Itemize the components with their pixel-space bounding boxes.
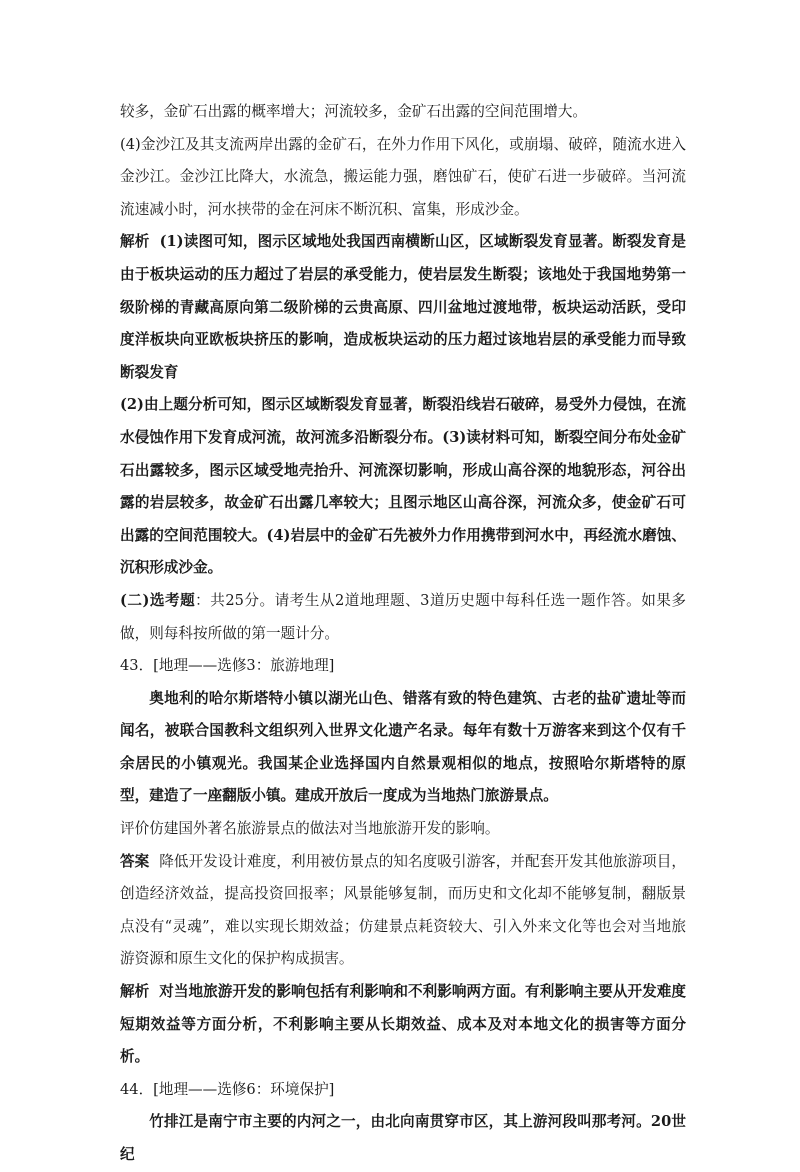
- q43-analysis: [120, 976, 686, 1074]
- q43-analysis-text: 对当地旅游开发的影响包括有利影响和不利影响两方面。有利影响主要从开发难度短期效益等方面分析，不利影响主要从长期效益、成本及对本地文化的损害等方面分析。: [120, 983, 686, 1066]
- q43-question: 评价仿建国外著名旅游景点的做法对当地旅游开发的影响。: [120, 820, 500, 838]
- q42-analysis-text: (1)读图可知，图示区域地处我国西南横断山区，区域断裂发育显著。断裂发育是由于板块运动的压力超过了岩层的承受能力，使岩层发生断裂；该地处于我国地势第一级阶梯的青藏高原向第二级阶梯的云贵高原、四川盆地过渡地带，板块运动活跃，受印度洋板块向亚欧板块挤压的影响，造成板块运动的压力超过该地岩层的承受能力而导致断裂发育: [120, 233, 686, 381]
- q43-answer: [120, 846, 686, 976]
- q43-title: 43．[地理——选修3：旅游地理]: [120, 657, 335, 675]
- q43-material: 奥地利的哈尔斯塔特小镇以湖光山色、错落有致的特色建筑、古老的盐矿遗址等而闻名，被联合国教科文组织列入世界文化遗产名录。每年有数十万游客来到这个仅有千余居民的小镇观光。我国某企业选择国内自然景观相似的地点，按照哈尔斯塔特的原型，建造了一座翻版小镇。建成开放后一度成为当地热门旅游景点。: [120, 689, 686, 805]
- q42-answer-continuation: 较多，金矿石出露的概率增大；河流较多，金矿石出露的空间范围增大。: [120, 103, 588, 120]
- q43-answer-text: 降低开发设计难度，利用被仿景点的知名度吸引游客，并配套开发其他旅游项目，创造经济效益，提高投资回报率；风景能够复制，而历史和文化却不能够复制，翻版景点没有“灵魂”，难以实现长期效益；仿建景点耗资较大、引入外来文化等也会对当地旅游资源和原生文化的保护构成损害。: [120, 852, 686, 968]
- q44-material: 竹排江是南宁市主要的内河之一，由北向南贯穿市区，其上游河段叫那考河。20世纪: [120, 1113, 686, 1163]
- analysis-label: 解析: [120, 983, 150, 1001]
- analysis-label: 解析: [120, 233, 150, 251]
- answer-label: 答案: [120, 852, 150, 870]
- q42-analysis: [120, 226, 686, 389]
- section2-text: ：共25分。请考生从2道地理题、3道历史题中每科任选一题作答。如果多做，则每科按所做的第一题计分。: [120, 591, 686, 642]
- q42-analysis-text2: (2)由上题分析可知，图示区域断裂发育显著，断裂沿线岩石破碎，易受外力侵蚀，在流水侵蚀作用下发育成河流，故河流多沿断裂分布。(3)读材料可知，断裂空间分布处金矿石出露较多，图示区域受地壳抬升、河流深切影响，形成山高谷深的地貌形态，河谷出露的岩层较多，故金矿石出露几率较大；且图示地区山高谷深，河流众多，使金矿石可出露的空间范围较大。(4)岩层中的金矿石先被外力作用携带到河水中，再经流水磨蚀、沉积形成沙金。: [120, 396, 686, 577]
- section2-paragraph: [120, 585, 686, 650]
- q44-title: 44．[地理——选修6：环境保护]: [120, 1080, 335, 1098]
- section2-heading: (二)选考题: [120, 591, 196, 609]
- q42-answer-part4: (4)金沙江及其支流两岸出露的金矿石，在外力作用下风化，或崩塌、破碎，随流水进入金沙江。金沙江比降大，水流急，搬运能力强，磨蚀矿石，使矿石进一步破碎。当河流流速减小时，河水挟带的金在河床不断沉积、富集，形成沙金。: [120, 135, 686, 218]
- page-content: [120, 96, 686, 1172]
